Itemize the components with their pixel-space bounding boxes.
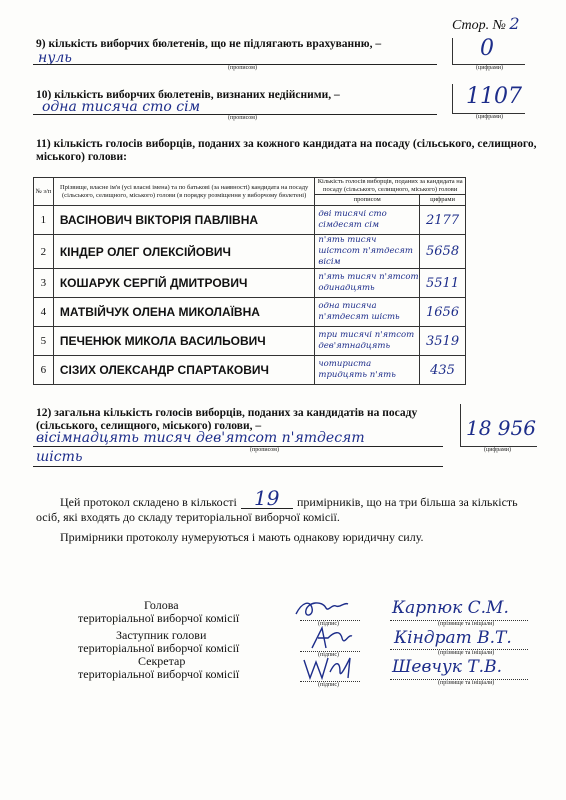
- row-no: 6: [34, 356, 54, 385]
- votes-words: дві тисячі сто сімдесят сім: [315, 206, 420, 235]
- votes-words: п'ять тисяч шістсот п'ятдесят вісім: [315, 235, 420, 269]
- header-name: Прізвище, власне ім'я (усі власні імена) та по батькові (за наявності) кандидата на посаду (сільського, селищного, міського) голови (в порядку розміщення у виборчому бюлетені): [53, 178, 315, 206]
- secretary-caption-name: (прізвище та ініціали): [438, 680, 495, 686]
- header-votes: Кількість голосів виборців, поданих за кандидата на посаду (сільського, селищного, міського) голови: [315, 178, 466, 195]
- votes-words: три тисячі п'ятсот дев'ятнадцять: [315, 327, 420, 356]
- table-header-row: [34, 178, 466, 195]
- table-row: [34, 235, 466, 269]
- row-no: 1: [34, 206, 54, 235]
- votes-digits: 5511: [420, 269, 466, 298]
- candidate-name: ПЕЧЕНЮК МИКОЛА ВАСИЛЬОВИЧ: [53, 327, 315, 356]
- item9-label: 9) кількість виборчих бюлетенів, що не підлягають врахуванню, –: [36, 38, 382, 50]
- head-caption-sign: (підпис): [318, 621, 340, 627]
- copies-value: 19: [254, 486, 280, 510]
- item12-words-line-1: [33, 446, 443, 447]
- votes-words: одна тисяча п'ятдесят шість: [315, 298, 420, 327]
- item11-label-2: міського) голови:: [36, 151, 127, 163]
- votes-digits: 5658: [420, 235, 466, 269]
- item12-label-2: (сільського, селищного, міського) голови, –: [36, 420, 262, 432]
- votes-digits: 2177: [420, 206, 466, 235]
- item10-label: 10) кількість виборчих бюлетенів, визнаних недійсними, –: [36, 89, 340, 101]
- candidate-name: ВАСІНОВИЧ ВІКТОРІЯ ПАВЛІВНА: [53, 206, 315, 235]
- table-row: [34, 206, 466, 235]
- deputy-name: Кіндрат В.Т.: [394, 628, 512, 648]
- deputy-caption-sign: (підпис): [318, 652, 340, 658]
- deputy-title-2: територіальної виборчої комісії: [78, 641, 240, 655]
- item12-digits: 18 956: [466, 416, 536, 440]
- table-row: [34, 327, 466, 356]
- copies-before: Цей протокол складено в кількості: [60, 495, 237, 509]
- header-no: № з/п: [34, 178, 54, 206]
- votes-digits: 3519: [420, 327, 466, 356]
- votes-digits: 1656: [420, 298, 466, 327]
- copies-after: примірників, що на три більша за кількість: [297, 495, 518, 509]
- item10-caption-words: (прописом): [228, 115, 257, 121]
- head-title-1: Голова: [144, 598, 179, 612]
- votes-digits: 435: [420, 356, 466, 385]
- item12-label-1: 12) загальна кількість голосів виборців, поданих за кандидатів на посаду: [36, 407, 418, 419]
- copies-line-2: осіб, які входять до складу територіальної виборчої комісії.: [36, 510, 340, 524]
- secretary-title-2: територіальної виборчої комісії: [78, 667, 240, 681]
- deputy-signature: [306, 624, 356, 652]
- candidate-name: МАТВІЙЧУК ОЛЕНА МИКОЛАЇВНА: [53, 298, 315, 327]
- head-signature: [292, 596, 352, 622]
- table-row: [34, 356, 466, 385]
- votes-words: п'ять тисяч п'ятсот одинадцять: [315, 269, 420, 298]
- item12-caption-digits: (цифрами): [484, 447, 511, 453]
- secretary-name: Шевчук Т.В.: [392, 657, 502, 677]
- page-number-value: 2: [509, 14, 520, 33]
- item9-caption-digits: (цифрами): [476, 65, 503, 71]
- row-no: 4: [34, 298, 54, 327]
- head-caption-name: (прізвище та ініціали): [438, 621, 495, 627]
- head-name: Карпюк С.М.: [392, 598, 509, 618]
- row-no: 5: [34, 327, 54, 356]
- head-title-2: територіальної виборчої комісії: [78, 611, 240, 625]
- votes-words: чотириста тридцять п'ять: [315, 356, 420, 385]
- header-words: прописом: [315, 195, 420, 206]
- row-no: 3: [34, 269, 54, 298]
- table-row: [34, 298, 466, 327]
- numbering-note: Примірники протоколу нумеруються і мають однакову юридичну силу.: [60, 530, 424, 544]
- item12-words-line-2: [33, 466, 443, 467]
- item11-label-1: 11) кількість голосів виборців, поданих за кожного кандидата на посаду (сільського, селищного,: [36, 138, 537, 150]
- secretary-title-1: Секретар: [138, 654, 186, 668]
- page-number: [452, 14, 520, 34]
- header-digits: цифрами: [420, 195, 466, 206]
- candidate-name: КІНДЕР ОЛЕГ ОЛЕКСІЙОВИЧ: [53, 235, 315, 269]
- item10-digits: 1107: [466, 84, 522, 109]
- deputy-caption-name: (прізвище та ініціали): [438, 650, 495, 656]
- row-no: 2: [34, 235, 54, 269]
- item12-words-2: шість: [36, 449, 83, 465]
- item9-digits: 0: [480, 36, 494, 61]
- candidates-table: [33, 177, 466, 385]
- deputy-title-1: Заступник голови: [116, 628, 207, 642]
- item12-caption-words: (прописом): [250, 447, 279, 453]
- secretary-caption-sign: (підпис): [318, 682, 340, 688]
- item10-words: одна тисяча сто сім: [42, 99, 201, 115]
- candidate-name: КОШАРУК СЕРГІЙ ДМИТРОВИЧ: [53, 269, 315, 298]
- item10-caption-digits: (цифрами): [476, 114, 503, 120]
- page-number-label: Стор. №: [452, 18, 506, 33]
- item9-caption-words: (прописом): [228, 65, 257, 71]
- item9-words: нуль: [38, 50, 72, 66]
- table-row: [34, 269, 466, 298]
- item12-words-1: вісімнадцять тисяч дев'ятсот п'ятдесят: [36, 430, 365, 446]
- candidate-name: СІЗИХ ОЛЕКСАНДР СПАРТАКОВИЧ: [53, 356, 315, 385]
